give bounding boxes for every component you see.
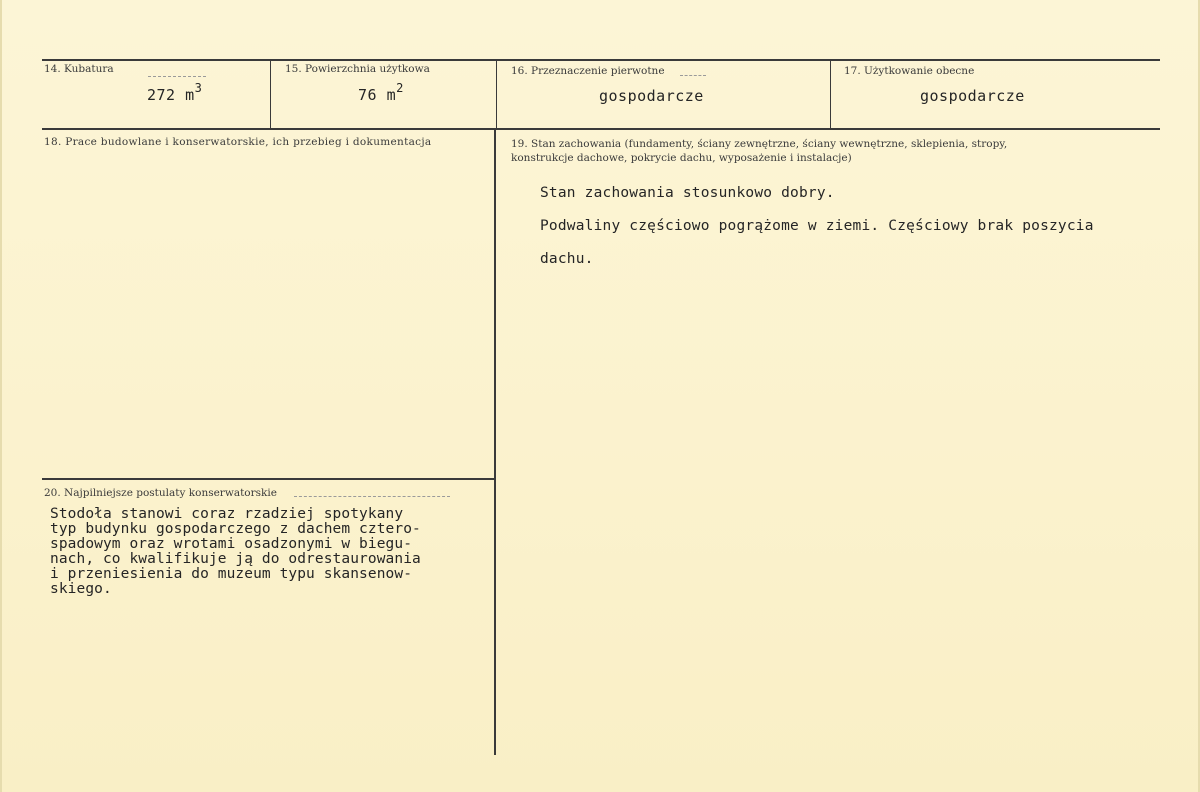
stan-zachowania-label-line2: konstrukcje dachowe, pokrycie dachu, wyposażenie i instalacje) (511, 152, 852, 164)
postulaty-line-2: typ budynku gospodarczego z dachem cztero- (50, 521, 421, 537)
powierzchnia-number: 76 m (358, 86, 397, 104)
postulaty-text (50, 507, 421, 597)
powierzchnia-value (358, 81, 404, 104)
divider-14-15 (270, 60, 271, 128)
top-rule (42, 59, 1160, 61)
row1-bottom-rule (42, 128, 1160, 130)
postulaty-label: 20. Najpilniejsze postulaty konserwatorskie (44, 487, 277, 499)
uzytkowanie-value: gospodarcze (920, 87, 1025, 105)
kubatura-value (147, 81, 203, 104)
postulaty-line-1: Stodoła stanowi coraz rzadziej spotykany (50, 506, 404, 522)
kubatura-superscript: 3 (194, 81, 203, 95)
postulaty-dotted-line (294, 496, 450, 497)
stan-zachowania-text-line1: Stan zachowania stosunkowo dobry. (540, 185, 835, 201)
przeznaczenie-label: 16. Przeznaczenie pierwotne (511, 65, 665, 77)
kubatura-label: 14. Kubatura (44, 63, 114, 75)
stan-zachowania-label-line1: 19. Stan zachowania (fundamenty, ściany zewnętrzne, ściany wewnętrzne, sklepienia, stropy, (511, 138, 1008, 150)
kubatura-number: 272 m (147, 86, 195, 104)
powierzchnia-label: 15. Powierzchnia użytkowa (285, 63, 430, 75)
powierzchnia-superscript: 2 (396, 81, 404, 95)
przeznaczenie-dotted-line (680, 75, 706, 76)
stan-zachowania-text-line2: Podwaliny częściowo pogrążome w ziemi. Częściowy brak poszycia (540, 218, 1094, 234)
divider-16-17 (830, 60, 831, 128)
uzytkowanie-label: 17. Użytkowanie obecne (844, 65, 975, 77)
postulaty-line-4: nach, co kwalifikuje ją do odrestaurowania (50, 551, 421, 567)
divider-main-columns (494, 130, 496, 755)
postulaty-line-5: i przeniesienia do muzeum typu skansenow- (50, 566, 413, 582)
postulaty-line-6: skiego. (50, 581, 112, 597)
postulaty-line-3: spadowym oraz wrotami osadzonymi w biegu- (50, 536, 413, 552)
prace-budowlane-label: 18. Prace budowlane i konserwatorskie, ich przebieg i dokumentacja (44, 136, 432, 148)
kubatura-dotted-line (148, 76, 206, 77)
stan-zachowania-text-line3: dachu. (540, 251, 594, 267)
divider-15-16 (496, 60, 497, 128)
przeznaczenie-value: gospodarcze (599, 87, 704, 105)
postulates-top-rule (42, 478, 494, 480)
